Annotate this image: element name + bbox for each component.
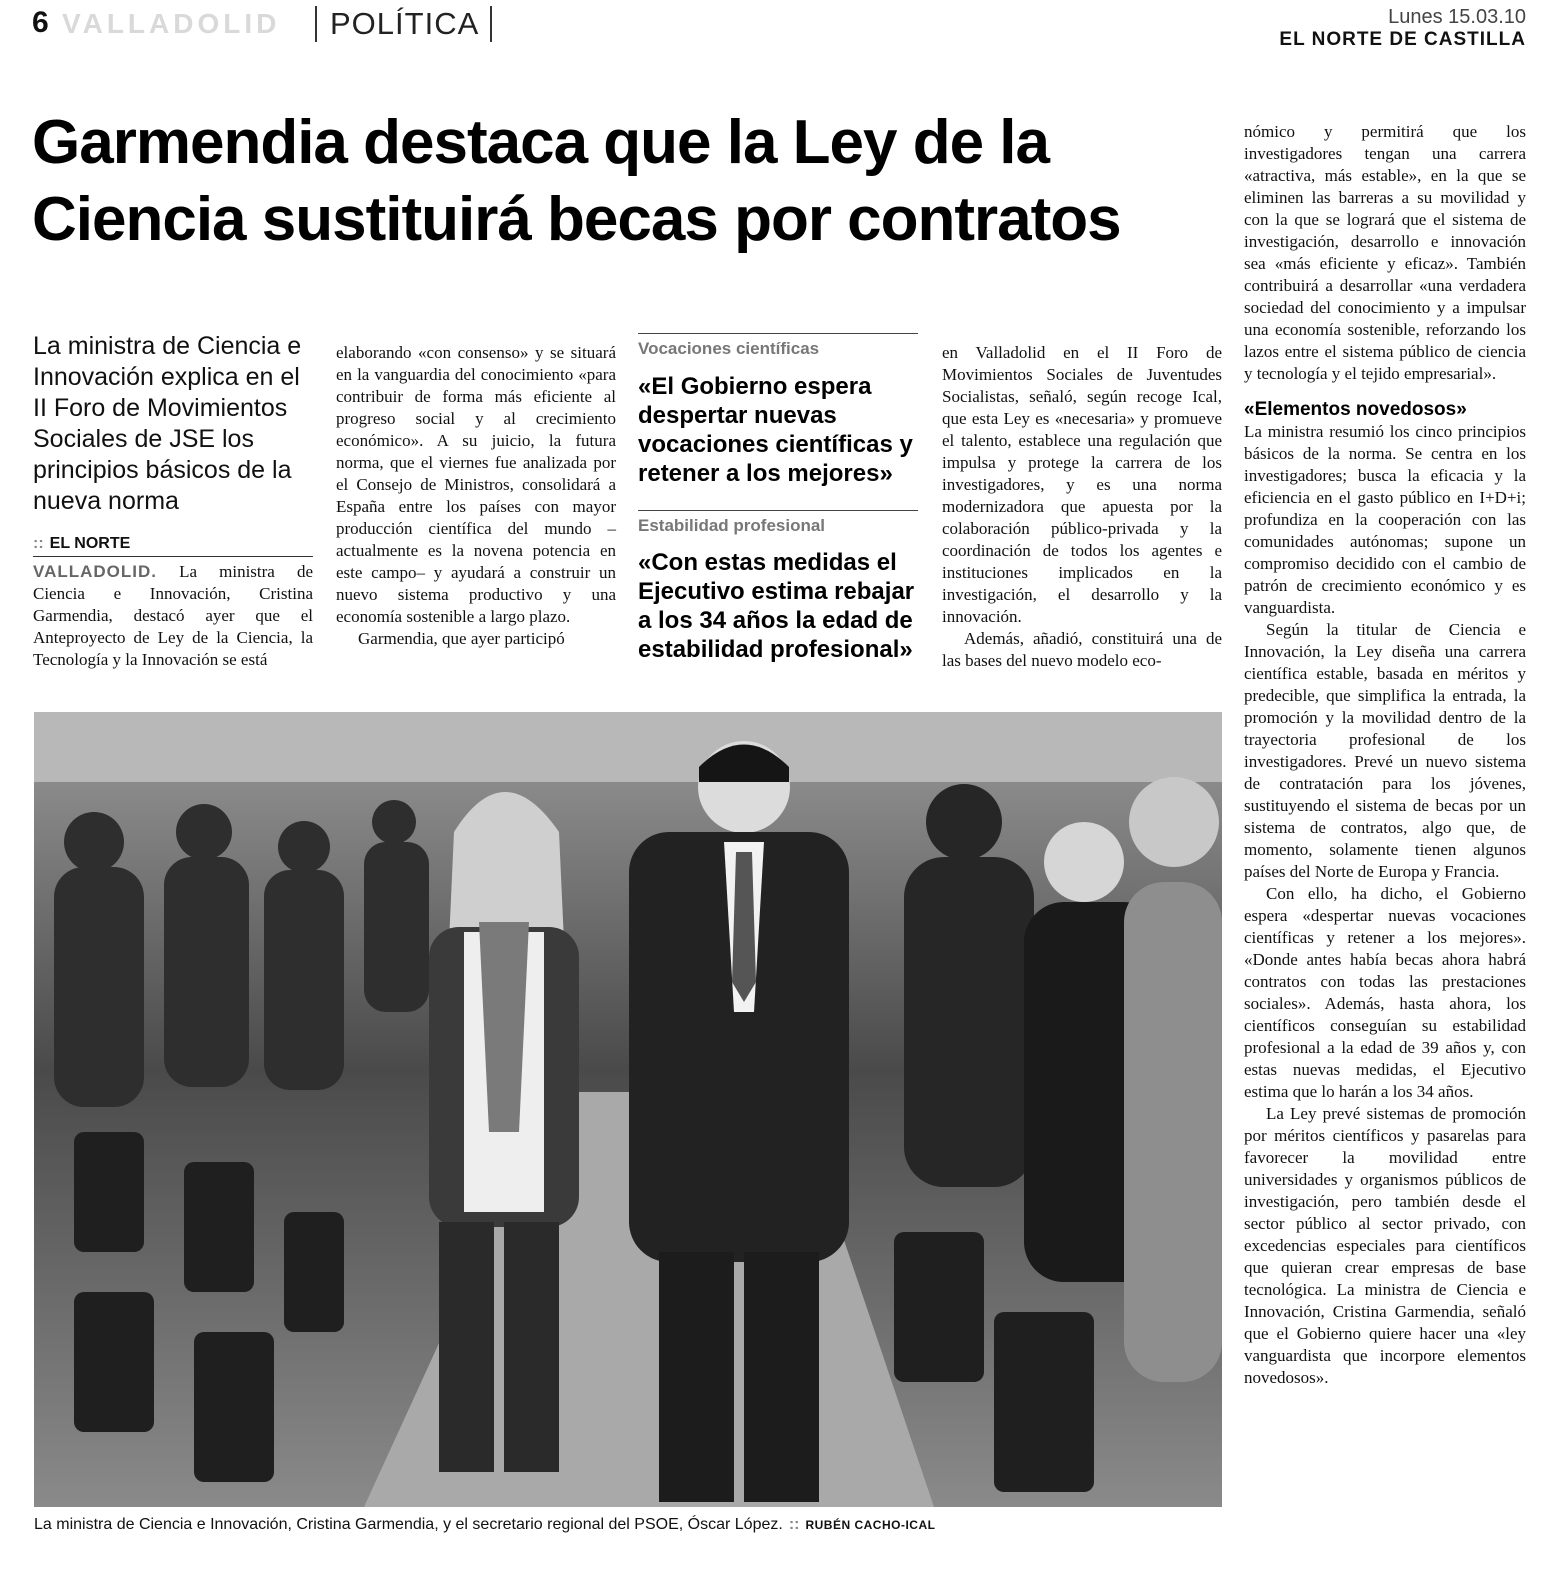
article-photo bbox=[34, 712, 1222, 1507]
article-column-1 bbox=[33, 561, 313, 671]
page-number: 6 bbox=[32, 6, 49, 39]
headline-line-2: Ciencia sustituirá becas por contratos bbox=[32, 185, 1121, 254]
pull-quote-vocations: «El Gobierno espera despertar nuevas vocaciones científicas y retener a los mejores» bbox=[638, 373, 913, 487]
article-column-4 bbox=[942, 342, 1222, 672]
byline bbox=[33, 535, 130, 553]
subsection-name: POLÍTICA bbox=[330, 6, 480, 41]
article-column-2 bbox=[336, 342, 616, 650]
credit-marks: :: bbox=[788, 1516, 800, 1533]
caption-text: La ministra de Ciencia e Innovación, Cristina Garmendia, y el secretario regional del PSOE, Óscar López. bbox=[34, 1516, 783, 1533]
paragraph: Según la titular de Ciencia e Innovación, la Ley diseña una carrera científica estable, basada en méritos y predecible, que simplifica la entrada, la promoción y la movilidad dentro de la trayectoria profesional de los investigadores. Prevé un nuevo sistema de contratación para los jóvenes, sustituyendo el sistema de becas por un sistema de contratos, algo que, de momento, solamente tienen algunos países del Norte de Europa y Francia. bbox=[1244, 620, 1526, 881]
headline-line-1: Garmendia destaca que la Ley de la bbox=[32, 108, 1050, 177]
photo-illustration bbox=[34, 712, 1222, 1507]
newspaper-name: EL NORTE DE CASTILLA bbox=[1279, 29, 1526, 50]
header-divider bbox=[315, 6, 317, 42]
paragraph: nómico y permitirá que los investigadores tengan una carrera «atractiva, más estable», en la que se eliminen las barreras a su movilidad y con la que se logrará que el sistema de investigación, desarrollo e innovación sea «más eficiente y eficaz». También contribuirá a desarrollar «una verdadera sociedad del conocimiento y a impulsar una economía sostenible, reforzando los lazos entre el sistema público de ciencia y tecnología y el tejido empresarial». bbox=[1244, 122, 1526, 383]
byline-rule bbox=[33, 556, 313, 557]
kicker-rule bbox=[638, 510, 918, 511]
column-1-text: La ministra de Ciencia e Innovación, Cristina Garmendia, destacó ayer que el Anteproyecto de Ley de la Ciencia, la Tecnología y la Innovación se está bbox=[33, 562, 313, 669]
paragraph: La ministra resumió los cinco principios básicos de la norma. Se centra en los investigadores; busca la eficacia y la eficiencia en el gasto público en I+D+i; profundiza en la cooperación con las comunidades autónomas; supone un compromiso decidido con el cambio de patrón de crecimiento económico y es vanguardista. bbox=[1244, 422, 1526, 617]
kicker-vocations: Vocaciones científicas bbox=[638, 339, 820, 358]
dateline: VALLADOLID. bbox=[33, 562, 158, 581]
paragraph: Además, añadió, constituirá una de las bases del nuevo modelo eco- bbox=[942, 629, 1222, 670]
subheading: «Elementos novedosos» bbox=[1244, 399, 1467, 420]
pull-quote-stability: «Con estas medidas el Ejecutivo estima rebajar a los 34 años la edad de estabilidad profesional» bbox=[638, 549, 915, 663]
photo-credit: RUBÉN CACHO-ICAL bbox=[805, 1518, 936, 1532]
article-dek: La ministra de Ciencia e Innovación explica en el II Foro de Movimientos Sociales de JSE los principios básicos de la nueva norma bbox=[33, 332, 302, 515]
header-divider bbox=[490, 6, 492, 42]
paragraph: elaborando «con consenso» y se situará en la vanguardia del conocimiento «para contribuir de forma más eficiente al progreso social y al crecimiento económico». A su juicio, la futura norma, que el viernes fue analizada por el Consejo de Ministros, consolidará a España entre los países con mayor producción científica del mundo –actualmente es la novena potencia en este campo– y ayudará a construir un nuevo sistema productivo y una economía sostenible a largo plazo. bbox=[336, 343, 616, 626]
paragraph: Garmendia, que ayer participó bbox=[358, 629, 565, 648]
section-name: VALLADOLID bbox=[62, 8, 281, 39]
byline-marks: :: bbox=[33, 535, 44, 552]
issue-date: Lunes 15.03.10 bbox=[1388, 6, 1526, 28]
paragraph: en Valladolid en el II Foro de Movimientos Sociales de Juventudes Socialistas, señaló, según recoge Ical, que esta Ley es «necesaria» y promueve el talento, establece una regulación que impulsa y protege la carrera de los investigadores, y es una norma modernizadora que apuesta por la colaboración público-privada y la coordinación de todos los agentes e instituciones implicados en la investigación, el desarrollo y la innovación. bbox=[942, 343, 1222, 626]
photo-caption bbox=[34, 1516, 935, 1534]
paragraph: La Ley prevé sistemas de promoción por méritos científicos y pasarelas para favorecer la movilidad entre universidades y organismos públicos de investigación, pero también desde el sector público al sector privado, con excedencias especiales para científicos que quieran crear empresas de base tecnológica. La ministra de Ciencia e Innovación, Cristina Garmendia, señaló que el Gobierno quiere hacer una «ley vanguardista que incorpore elementos novedosos». bbox=[1244, 1104, 1526, 1387]
headline bbox=[32, 104, 1232, 258]
article-column-5 bbox=[1244, 121, 1526, 1389]
paragraph: Con ello, ha dicho, el Gobierno espera «despertar nuevas vocaciones científicas y retener a los mejores». «Donde antes había becas ahora habrá contratos con todas las prestaciones sociales». Además, hasta ahora, los científicos conseguían su estabilidad profesional a la edad de 39 años y, con estas nuevas medidas, el Ejecutivo estima que lo harán a los 34 años. bbox=[1244, 884, 1526, 1101]
kicker-rule bbox=[638, 333, 918, 334]
kicker-stability: Estabilidad profesional bbox=[638, 516, 826, 535]
byline-author: EL NORTE bbox=[49, 535, 131, 552]
